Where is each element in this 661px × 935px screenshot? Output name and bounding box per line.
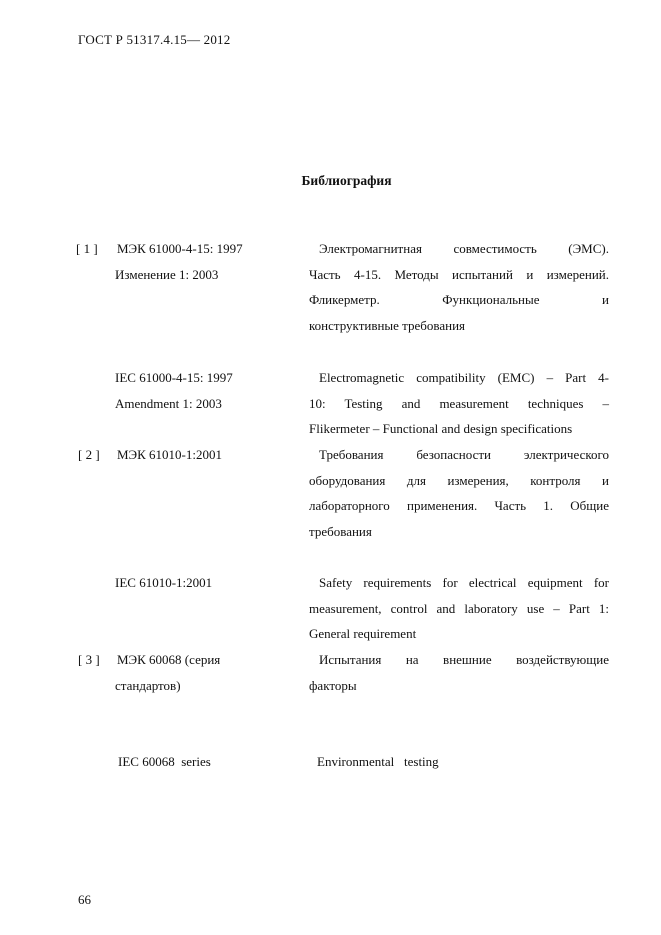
entry-description: [309, 365, 609, 442]
entry-reference: МЭК 61010-1:2001: [117, 447, 223, 462]
description-line: Safety requirements for electrical equipment for: [319, 575, 609, 590]
description-line: лабораторного применения. Часть 1. Общие: [309, 498, 609, 514]
entry-description: [309, 570, 609, 647]
description-line: Flikermeter – Functional and design specifications: [309, 421, 573, 437]
entry-reference: МЭК 61000-4-15: 1997: [117, 241, 243, 256]
entry-reference: стандартов): [115, 678, 181, 693]
entry-reference: IEC 61010-1:2001: [115, 575, 213, 590]
page-title: [0, 174, 661, 188]
entry-reference: Amendment 1: 2003: [115, 396, 222, 411]
entry-reference: IEC 61000-4-15: 1997: [115, 370, 233, 385]
entry-reference: IEC 60068 series: [118, 754, 211, 769]
page-number: 66: [78, 892, 91, 907]
description-line: 10: Testing and measurement techniques –: [309, 395, 609, 411]
entry-number: [ 3 ]: [78, 652, 100, 667]
description-line: факторы: [309, 677, 357, 693]
description-line: Фликерметр. Функциональные и: [309, 292, 609, 308]
description-line: Требования безопасности электрического: [319, 447, 609, 462]
description-line: measurement, control and laboratory use – Part 1:: [309, 600, 609, 616]
entry-description: Environmental testing: [317, 754, 439, 769]
description-line: оборудования для измерения, контроля и: [309, 472, 609, 488]
bibliography-title: Библиография: [301, 173, 392, 188]
entry-description: [309, 647, 609, 698]
description-line: Электромагнитная совместимость (ЭМС).: [319, 241, 609, 256]
description-line: требования: [309, 524, 372, 540]
entry-number: [ 1 ]: [76, 241, 98, 256]
document-code-header: ГОСТ Р 51317.4.15— 2012: [78, 32, 231, 47]
description-line: конструктивные требования: [309, 318, 466, 334]
description-line: Electromagnetic compatibility (EMC) – Part 4-: [319, 370, 609, 385]
entry-reference: МЭК 60068 (серия: [117, 652, 221, 667]
description-line: Испытания на внешние воздействующие: [319, 652, 609, 667]
entry-description: [309, 236, 609, 339]
description-line: General requirement: [309, 626, 417, 642]
entry-number: [ 2 ]: [78, 447, 100, 462]
entry-reference: Изменение 1: 2003: [115, 267, 219, 282]
description-line: Часть 4-15. Методы испытаний и измерений.: [309, 266, 609, 282]
entry-description: [309, 442, 609, 545]
